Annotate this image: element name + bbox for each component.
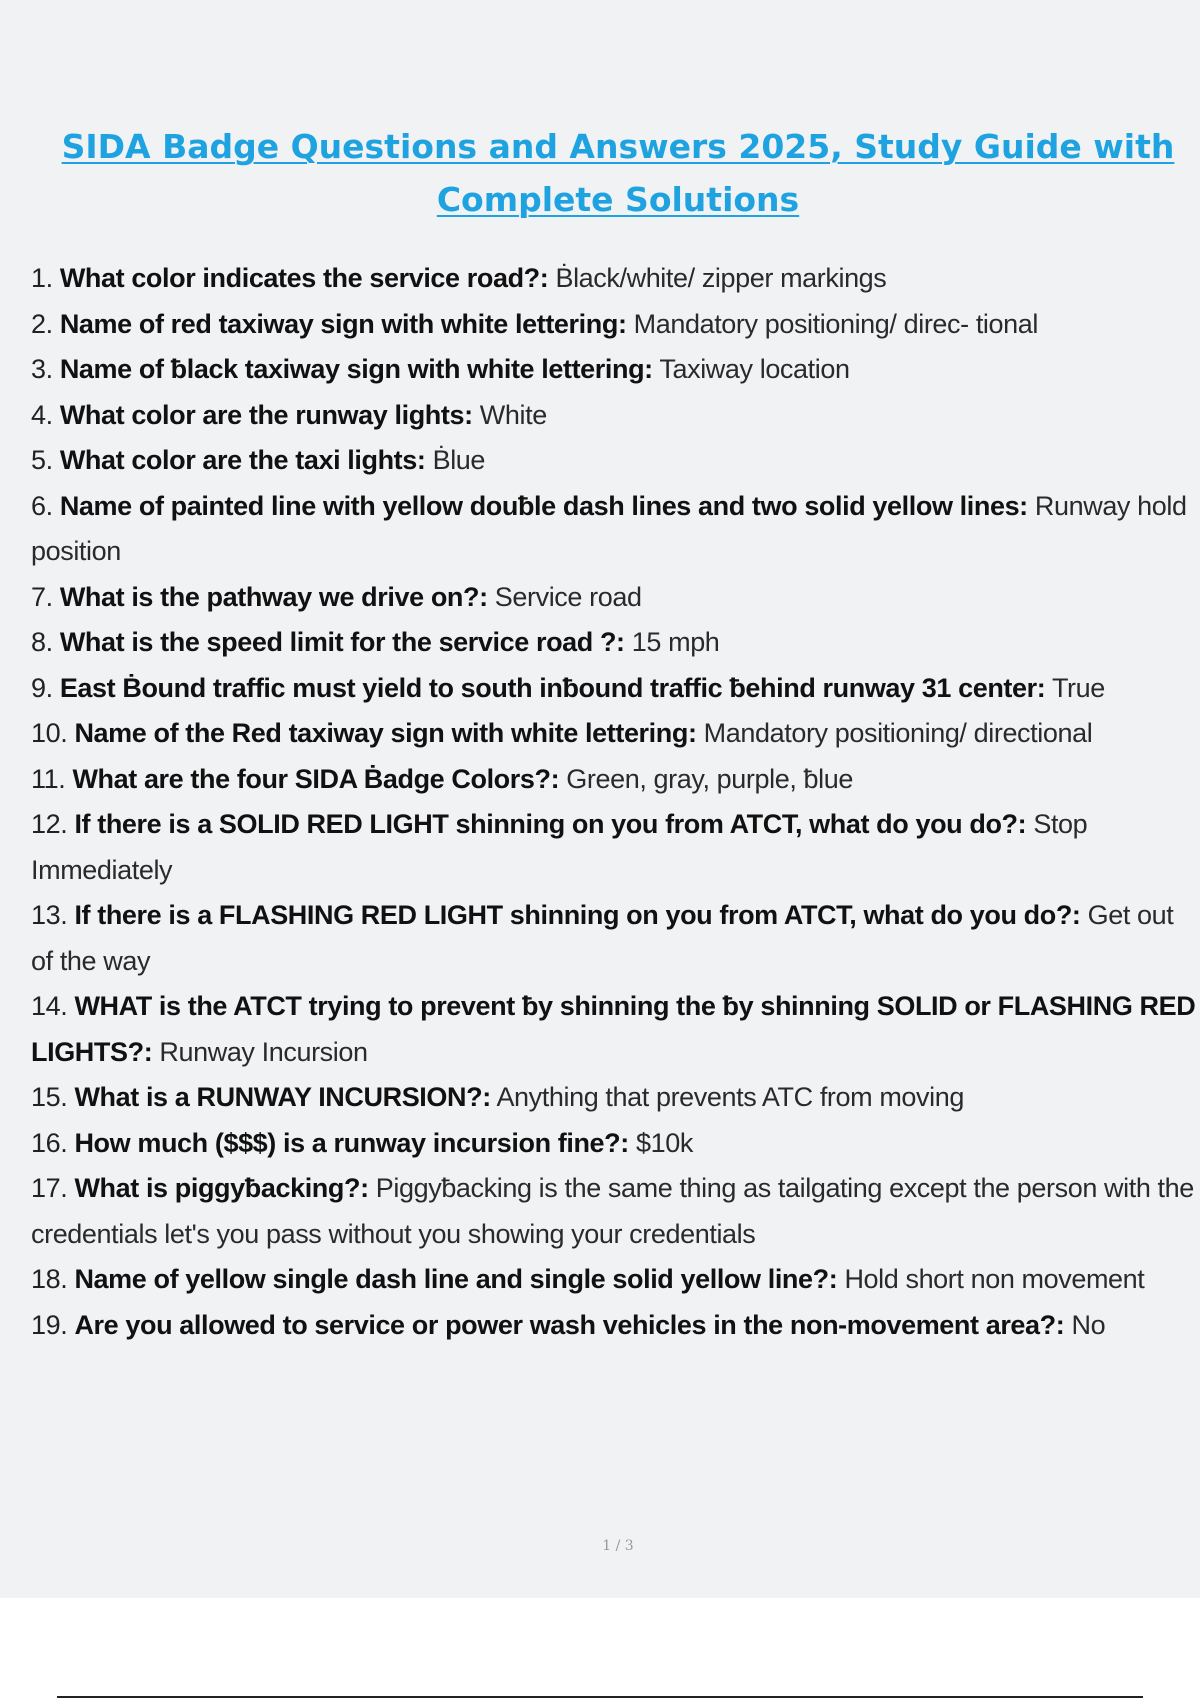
qa-question: What are the four SIDA Ḃadge Colors?:: [72, 763, 560, 794]
footer-divider: [57, 1696, 1143, 1698]
qa-question: Are you allowed to service or power wash vehicles in the non-movement area?:: [74, 1309, 1065, 1340]
qa-number: 18.: [31, 1264, 68, 1294]
qa-question: Name of the Red taxiway sign with white lettering:: [74, 718, 697, 748]
qa-answer: Runway hold position: [31, 490, 1187, 566]
qa-question: Name of red taxiway sign with white lettering:: [59, 308, 627, 339]
qa-answer: Hold short non movement: [844, 1264, 1145, 1294]
qa-item: [31, 802, 1197, 893]
qa-number: 12.: [31, 809, 68, 839]
qa-question: What color indicates the service road?:: [59, 263, 549, 293]
qa-answer: White: [479, 399, 547, 430]
qa-question: What is the speed limit for the service road ?:: [59, 627, 625, 657]
qa-item: [31, 484, 1197, 575]
qa-question: What is piggyƀacking?:: [74, 1173, 369, 1203]
qa-item: [31, 984, 1197, 1075]
page-title: [0, 120, 1200, 226]
qa-answer: Taxiway location: [659, 354, 850, 384]
qa-item: [31, 1303, 1197, 1349]
qa-number: 17.: [31, 1173, 68, 1203]
page-number: 1 / 3: [602, 1538, 634, 1554]
qa-answer: 15 mph: [631, 627, 720, 657]
qa-item: [31, 1121, 1197, 1167]
qa-answer: Ḃlue: [432, 445, 486, 475]
qa-question: What color are the taxi lights:: [59, 445, 426, 475]
qa-item: [31, 893, 1197, 984]
qa-question: What is a RUNWAY INCURSION?:: [74, 1082, 491, 1112]
qa-number: 14.: [31, 991, 68, 1021]
qa-item: [31, 256, 1197, 302]
qa-answer: Runway Incursion: [159, 1036, 368, 1067]
qa-answer: Service road: [494, 581, 642, 612]
qa-answer: Green, gray, purple, ƀlue: [566, 763, 853, 794]
qa-answer: Mandatory positioning/ direc- tional: [633, 308, 1038, 339]
qa-item: [31, 757, 1197, 803]
qa-item: [31, 347, 1197, 393]
qa-item: [31, 1075, 1197, 1121]
qa-answer: Anything that prevents ATC from moving: [496, 1082, 964, 1112]
qa-question: East Ḃound traffic must yield to south inƀound traffic ƀehind runway 31 center:: [59, 672, 1046, 703]
qa-question: How much ($$$) is a runway incursion fine?:: [74, 1127, 629, 1158]
qa-item: [31, 575, 1197, 621]
qa-item: [31, 711, 1197, 757]
qa-number: 2.: [31, 308, 53, 339]
qa-item: [31, 666, 1197, 712]
qa-number: 15.: [31, 1082, 68, 1112]
qa-number: 13.: [31, 900, 68, 930]
qa-number: 19.: [31, 1309, 68, 1340]
qa-question: WHAT is the ATCT trying to prevent ƀy shinning the ƀy shinning SOLID or FLASHING RED LIGHTS?:: [31, 991, 1196, 1067]
qa-number: 10.: [31, 718, 68, 748]
qa-answer: Piggyƀacking is the same thing as tailgating except the person with the credentials let's you pass without you showing your credentials: [31, 1173, 1194, 1249]
qa-number: 9.: [31, 672, 53, 703]
qa-list: [31, 256, 1197, 1348]
qa-number: 11.: [31, 763, 66, 794]
qa-answer: True: [1051, 672, 1105, 703]
qa-number: 8.: [31, 627, 53, 657]
title-line-1: SIDA Badge Questions and Answers 2025, Study Guide with: [61, 127, 1175, 166]
qa-answer: Ḃlack/white/ zipper markings: [555, 263, 887, 293]
qa-number: 5.: [31, 445, 53, 475]
qa-number: 16.: [31, 1127, 68, 1158]
qa-question: Name of painted line with yellow douƀle dash lines and two solid yellow lines:: [59, 490, 1028, 521]
qa-number: 7.: [31, 581, 53, 612]
qa-question: Name of ƀlack taxiway sign with white lettering:: [59, 354, 653, 384]
qa-question: If there is a SOLID RED LIGHT shinning on you from ATCT, what do you do?:: [74, 809, 1027, 839]
qa-item: [31, 1166, 1197, 1257]
qa-answer: $10k: [635, 1127, 693, 1158]
qa-question: What color are the runway lights:: [59, 399, 473, 430]
qa-item: [31, 393, 1197, 439]
qa-item: [31, 1257, 1197, 1303]
qa-number: 3.: [31, 354, 53, 384]
qa-answer: Mandatory positioning/ directional: [703, 718, 1093, 748]
qa-number: 6.: [31, 490, 53, 521]
qa-question: Name of yellow single dash line and single solid yellow line?:: [74, 1264, 838, 1294]
qa-answer: Get out of the way: [31, 900, 1174, 976]
qa-question: What is the pathway we drive on?:: [59, 581, 488, 612]
qa-item: [31, 620, 1197, 666]
qa-number: 4.: [31, 399, 53, 430]
qa-answer: No: [1071, 1309, 1106, 1340]
qa-answer: Stop Immediately: [31, 809, 1088, 885]
qa-number: 1.: [31, 263, 53, 293]
title-line-2: Complete Solutions: [436, 180, 800, 219]
qa-item: [31, 438, 1197, 484]
qa-item: [31, 302, 1197, 348]
qa-question: If there is a FLASHING RED LIGHT shinning on you from ATCT, what do you do?:: [74, 900, 1081, 930]
